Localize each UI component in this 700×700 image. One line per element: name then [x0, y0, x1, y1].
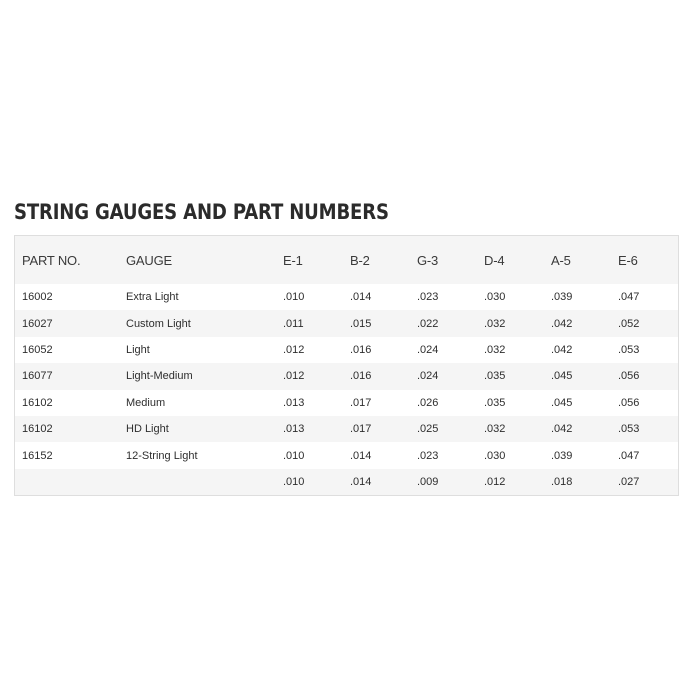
- string-gauge-cell: .027: [618, 475, 640, 488]
- column-header: E-1: [283, 252, 303, 268]
- string-gauge-cell: .053: [618, 423, 640, 436]
- string-gauge-cell: .042: [551, 317, 573, 330]
- string-gauge-cell: .025: [417, 423, 439, 436]
- table-row: [15, 363, 678, 389]
- string-gauge-cell: .012: [283, 343, 305, 356]
- gauge-name-cell: Custom Light: [126, 317, 191, 330]
- column-header: GAUGE: [126, 252, 172, 268]
- string-gauge-cell: .010: [283, 291, 305, 304]
- string-gauge-cell: .014: [350, 475, 372, 488]
- string-gauge-cell: .053: [618, 343, 640, 356]
- part-number-cell: 16002: [22, 291, 53, 304]
- table-row: [15, 337, 678, 363]
- string-gauge-cell: .032: [484, 317, 506, 330]
- table-body: [15, 284, 678, 495]
- string-gauge-cell: .010: [283, 449, 305, 462]
- string-gauge-cell: .018: [551, 475, 573, 488]
- part-number-cell: 16152: [22, 449, 53, 462]
- string-gauge-cell: .030: [484, 449, 506, 462]
- string-gauge-cell: .013: [283, 423, 305, 436]
- string-gauge-cell: .052: [618, 317, 640, 330]
- table-row: [15, 390, 678, 416]
- string-gauge-cell: .042: [551, 343, 573, 356]
- column-header: PART NO.: [22, 252, 81, 268]
- string-gauge-cell: .016: [350, 343, 372, 356]
- table-row: [15, 284, 678, 310]
- string-gauge-cell: .056: [618, 370, 640, 383]
- string-gauge-cell: .047: [618, 291, 640, 304]
- part-number-cell: 16077: [22, 370, 53, 383]
- gauge-name-cell: Light: [126, 343, 150, 356]
- string-gauge-cell: .016: [350, 370, 372, 383]
- string-gauge-cell: .012: [484, 475, 506, 488]
- string-gauge-cell: .042: [551, 423, 573, 436]
- string-gauge-cell: .039: [551, 291, 573, 304]
- gauge-name-cell: Extra Light: [126, 291, 179, 304]
- column-header: A-5: [551, 252, 571, 268]
- table-row: [15, 416, 678, 442]
- part-number-cell: 16102: [22, 396, 53, 409]
- string-gauge-cell: .045: [551, 370, 573, 383]
- string-gauge-table: [15, 236, 678, 495]
- part-number-cell: 16027: [22, 317, 53, 330]
- gauge-name-cell: Light-Medium: [126, 370, 193, 383]
- string-gauge-cell: .009: [417, 475, 439, 488]
- string-gauge-cell: .032: [484, 423, 506, 436]
- string-gauge-cell: .045: [551, 396, 573, 409]
- string-gauge-cell: .015: [350, 317, 372, 330]
- string-gauge-cell: .035: [484, 396, 506, 409]
- string-gauge-cell: .024: [417, 343, 439, 356]
- column-header: D-4: [484, 252, 505, 268]
- part-number-cell: [15, 469, 119, 495]
- string-gauge-cell: .047: [618, 449, 640, 462]
- string-gauge-cell: .032: [484, 343, 506, 356]
- gauge-name-cell: Medium: [126, 396, 166, 409]
- string-gauge-cell: .012: [283, 370, 305, 383]
- string-gauge-cell: .030: [484, 291, 506, 304]
- column-header: G-3: [417, 252, 439, 268]
- string-gauge-cell: .014: [350, 291, 372, 304]
- header-row: [15, 236, 678, 284]
- string-gauge-cell: .022: [417, 317, 439, 330]
- gauge-name-cell: [119, 469, 276, 495]
- string-gauge-cell: .024: [417, 370, 439, 383]
- string-gauge-table-container: [14, 235, 679, 496]
- string-gauge-cell: .026: [417, 396, 439, 409]
- table-row: [15, 469, 678, 495]
- table-row: [15, 310, 678, 336]
- string-gauge-cell: .017: [350, 423, 372, 436]
- string-gauge-cell: .013: [283, 396, 305, 409]
- column-header: E-6: [618, 252, 638, 268]
- string-gauge-cell: .035: [484, 370, 506, 383]
- string-gauge-cell: .039: [551, 449, 573, 462]
- page-title: STRING GAUGES AND PART NUMBERS: [14, 200, 389, 224]
- string-gauge-cell: .056: [618, 396, 640, 409]
- part-number-cell: 16052: [22, 343, 53, 356]
- string-gauge-cell: .011: [283, 317, 304, 330]
- gauge-name-cell: HD Light: [126, 423, 169, 436]
- table-row: [15, 442, 678, 468]
- string-gauge-cell: .023: [417, 291, 439, 304]
- gauge-name-cell: 12-String Light: [126, 449, 198, 462]
- string-gauge-cell: .010: [283, 475, 305, 488]
- string-gauge-cell: .014: [350, 449, 372, 462]
- string-gauge-cell: .023: [417, 449, 439, 462]
- string-gauge-cell: .017: [350, 396, 372, 409]
- table-header: [15, 236, 678, 284]
- part-number-cell: 16102: [22, 423, 53, 436]
- column-header: B-2: [350, 252, 370, 268]
